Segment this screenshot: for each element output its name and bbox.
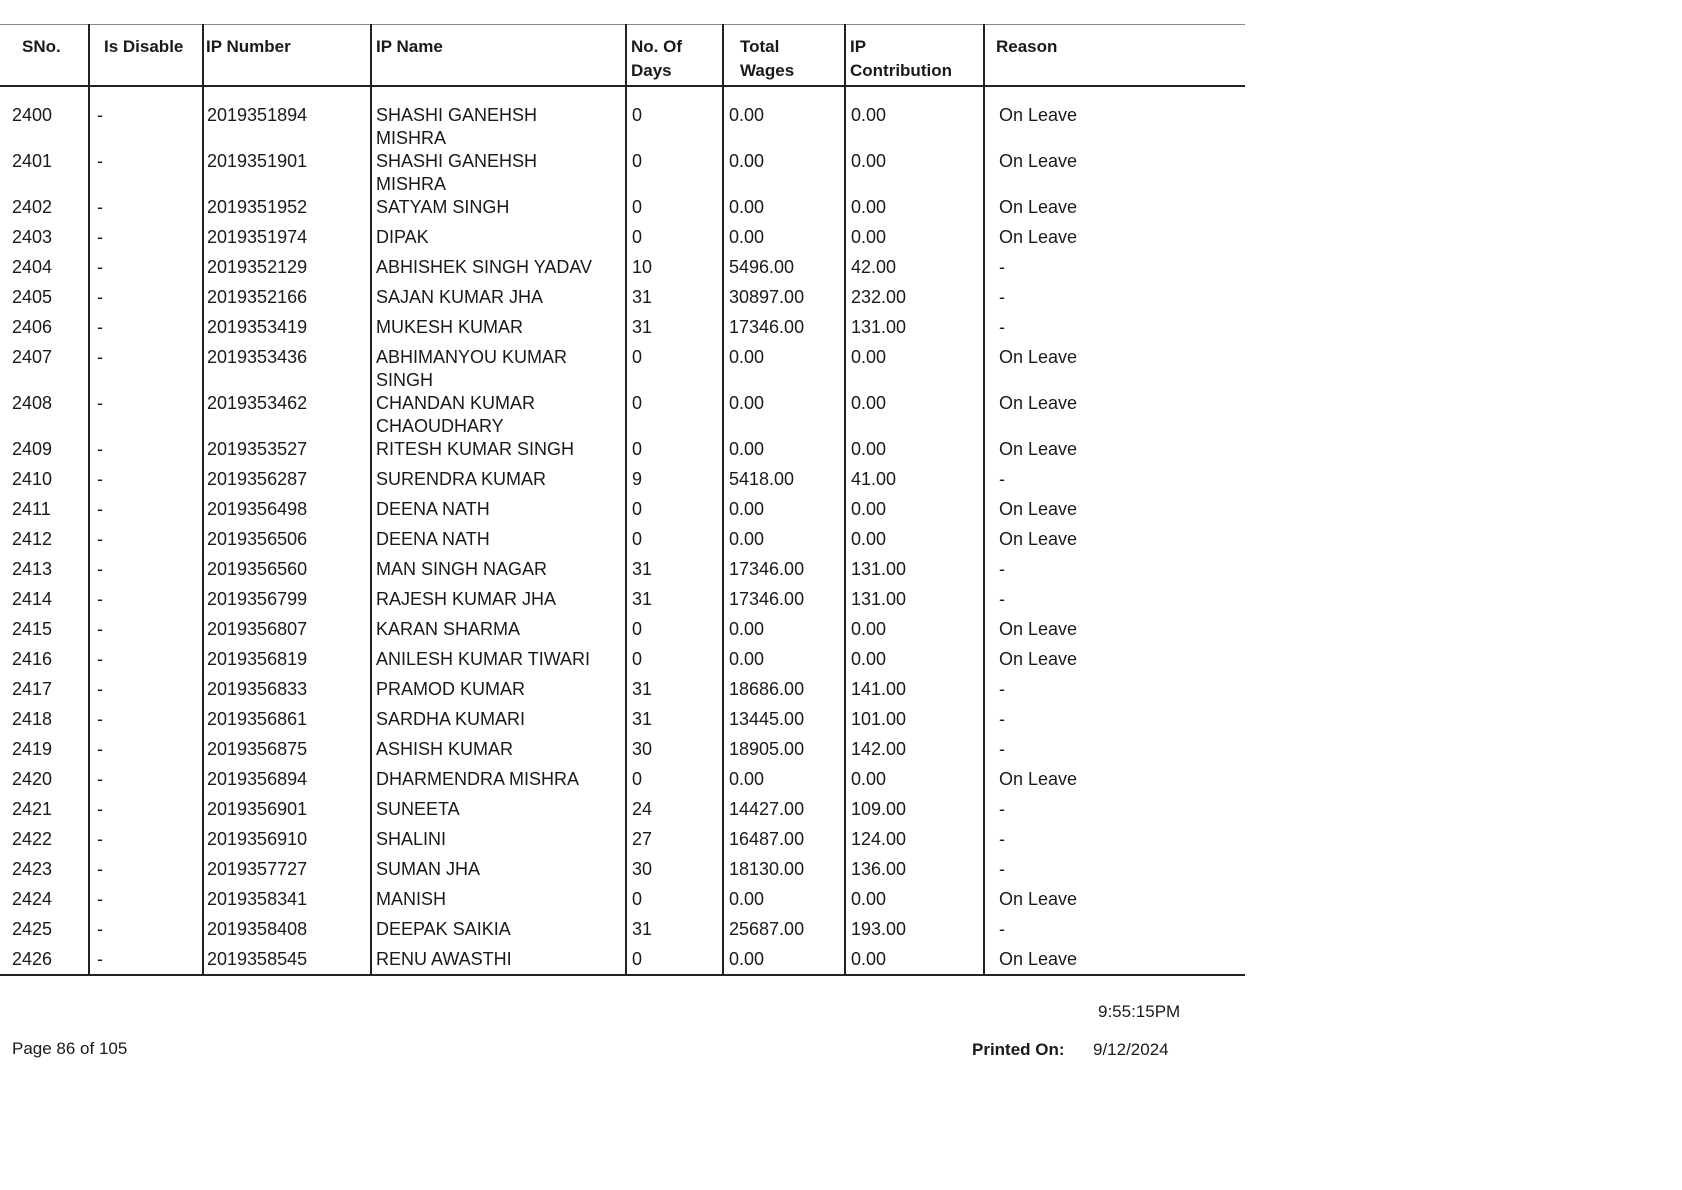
cell-ip-number: 2019356498 xyxy=(207,499,308,519)
cell-days: 0 xyxy=(632,151,643,171)
cell-is-disable: - xyxy=(97,709,103,729)
cell-sno: 2410 xyxy=(12,469,53,489)
cell-is-disable: - xyxy=(97,197,103,217)
header-reason: Reason xyxy=(996,37,1058,56)
cell-days: 31 xyxy=(632,317,653,337)
cell-ip-name: DEENA NATH xyxy=(376,499,490,519)
cell-ip-number: 2019353436 xyxy=(207,347,308,367)
cell-sno: 2421 xyxy=(12,799,53,819)
cell-days: 10 xyxy=(632,257,653,277)
cell-wages: 18130.00 xyxy=(729,859,805,879)
cell-ip-number: 2019351974 xyxy=(207,227,308,247)
cell-contribution: 0.00 xyxy=(851,151,887,171)
cell-wages: 30897.00 xyxy=(729,287,805,307)
cell-ip-number: 2019351901 xyxy=(207,151,308,171)
cell-ip-name: SHASHI GANEHSH MISHRA xyxy=(376,151,538,194)
cell-ip-name: SUMAN JHA xyxy=(376,859,481,879)
cell-reason: - xyxy=(999,829,1005,849)
cell-reason: - xyxy=(999,559,1005,579)
cell-ip-number: 2019351952 xyxy=(207,197,308,217)
cell-wages: 18686.00 xyxy=(729,679,805,699)
cell-wages: 0.00 xyxy=(729,227,765,247)
cell-contribution: 131.00 xyxy=(851,317,907,337)
printed-on-label: Printed On: xyxy=(972,1040,1065,1059)
cell-contribution: 0.00 xyxy=(851,105,887,125)
cell-reason: - xyxy=(999,257,1005,277)
cell-contribution: 141.00 xyxy=(851,679,907,699)
cell-ip-number: 2019358341 xyxy=(207,889,308,909)
cell-days: 0 xyxy=(632,889,643,909)
cell-wages: 0.00 xyxy=(729,949,765,969)
cell-is-disable: - xyxy=(97,317,103,337)
cell-sno: 2416 xyxy=(12,649,53,669)
cell-ip-number: 2019358408 xyxy=(207,919,308,939)
cell-ip-number: 2019356861 xyxy=(207,709,308,729)
cell-is-disable: - xyxy=(97,649,103,669)
cell-is-disable: - xyxy=(97,619,103,639)
cell-sno: 2418 xyxy=(12,709,53,729)
cell-is-disable: - xyxy=(97,799,103,819)
cell-contribution: 0.00 xyxy=(851,347,887,367)
cell-is-disable: - xyxy=(97,829,103,849)
cell-sno: 2402 xyxy=(12,197,53,217)
cell-ip-name: DEEPAK SAIKIA xyxy=(376,919,511,939)
cell-reason: - xyxy=(999,589,1005,609)
table-row xyxy=(0,708,1245,738)
cell-wages: 0.00 xyxy=(729,347,765,367)
table-row xyxy=(0,438,1245,468)
cell-days: 30 xyxy=(632,739,653,759)
cell-ip-name: KARAN SHARMA xyxy=(376,619,521,639)
cell-days: 0 xyxy=(632,619,643,639)
cell-wages: 17346.00 xyxy=(729,559,805,579)
header-no-of-days-line2: Days xyxy=(631,61,672,80)
cell-is-disable: - xyxy=(97,347,103,367)
cell-ip-number: 2019356910 xyxy=(207,829,308,849)
header-total-wages-line1: Total xyxy=(740,37,780,56)
cell-reason: On Leave xyxy=(999,499,1078,519)
table-row xyxy=(0,618,1245,648)
cell-is-disable: - xyxy=(97,499,103,519)
cell-ip-name: SATYAM SINGH xyxy=(376,197,510,217)
cell-wages: 0.00 xyxy=(729,439,765,459)
cell-contribution: 41.00 xyxy=(851,469,897,489)
cell-sno: 2425 xyxy=(12,919,53,939)
cell-sno: 2415 xyxy=(12,619,53,639)
cell-ip-number: 2019353527 xyxy=(207,439,308,459)
table-row xyxy=(0,918,1245,948)
cell-days: 31 xyxy=(632,589,653,609)
cell-ip-number: 2019353462 xyxy=(207,393,308,413)
cell-ip-name: MAN SINGH NAGAR xyxy=(376,559,548,579)
cell-is-disable: - xyxy=(97,257,103,277)
cell-days: 0 xyxy=(632,499,643,519)
cell-is-disable: - xyxy=(97,105,103,125)
cell-wages: 14427.00 xyxy=(729,799,805,819)
cell-wages: 18905.00 xyxy=(729,739,805,759)
cell-ip-name: DEENA NATH xyxy=(376,529,490,549)
cell-sno: 2401 xyxy=(12,151,53,171)
cell-is-disable: - xyxy=(97,227,103,247)
cell-days: 0 xyxy=(632,105,643,125)
cell-ip-number: 2019358545 xyxy=(207,949,308,969)
cell-sno: 2408 xyxy=(12,393,53,413)
cell-reason: On Leave xyxy=(999,619,1078,639)
table-row xyxy=(0,828,1245,858)
cell-ip-number: 2019356560 xyxy=(207,559,308,579)
cell-contribution: 142.00 xyxy=(851,739,907,759)
cell-sno: 2411 xyxy=(12,499,51,519)
table-row xyxy=(0,768,1245,798)
cell-sno: 2417 xyxy=(12,679,53,699)
cell-is-disable: - xyxy=(97,949,103,969)
table-row xyxy=(0,226,1245,256)
cell-sno: 2407 xyxy=(12,347,53,367)
cell-days: 24 xyxy=(632,799,653,819)
cell-sno: 2414 xyxy=(12,589,53,609)
cell-contribution: 124.00 xyxy=(851,829,907,849)
cell-contribution: 131.00 xyxy=(851,589,907,609)
cell-ip-number: 2019351894 xyxy=(207,105,308,125)
cell-ip-number: 2019356807 xyxy=(207,619,308,639)
cell-ip-number: 2019352166 xyxy=(207,287,308,307)
table-row xyxy=(0,678,1245,708)
cell-is-disable: - xyxy=(97,439,103,459)
cell-contribution: 131.00 xyxy=(851,559,907,579)
cell-days: 0 xyxy=(632,393,643,413)
cell-ip-name: SAJAN KUMAR JHA xyxy=(376,287,544,307)
header-total-wages xyxy=(740,35,794,83)
table-row xyxy=(0,558,1245,588)
cell-contribution: 0.00 xyxy=(851,197,887,217)
print-time: 9:55:15PM xyxy=(1098,1002,1181,1021)
cell-sno: 2424 xyxy=(12,889,53,909)
cell-wages: 5496.00 xyxy=(729,257,795,277)
cell-ip-number: 2019357727 xyxy=(207,859,308,879)
cell-ip-name: SHALINI xyxy=(376,829,447,849)
header-rule xyxy=(0,85,1245,87)
cell-ip-name: SHASHI GANEHSH MISHRA xyxy=(376,105,538,148)
cell-wages: 0.00 xyxy=(729,529,765,549)
table-row xyxy=(0,648,1245,678)
cell-wages: 0.00 xyxy=(729,889,765,909)
cell-days: 31 xyxy=(632,287,653,307)
cell-reason: - xyxy=(999,739,1005,759)
cell-wages: 0.00 xyxy=(729,105,765,125)
cell-wages: 13445.00 xyxy=(729,709,805,729)
cell-contribution: 0.00 xyxy=(851,619,887,639)
cell-sno: 2413 xyxy=(12,559,53,579)
cell-is-disable: - xyxy=(97,469,103,489)
cell-reason: On Leave xyxy=(999,949,1078,969)
cell-contribution: 232.00 xyxy=(851,287,907,307)
cell-reason: - xyxy=(999,859,1005,879)
cell-reason: On Leave xyxy=(999,197,1078,217)
table-row xyxy=(0,528,1245,558)
cell-ip-number: 2019352129 xyxy=(207,257,308,277)
table-row xyxy=(0,498,1245,528)
cell-is-disable: - xyxy=(97,287,103,307)
cell-is-disable: - xyxy=(97,739,103,759)
cell-ip-name: SARDHA KUMARI xyxy=(376,709,526,729)
cell-reason: - xyxy=(999,287,1005,307)
cell-ip-name: ASHISH KUMAR xyxy=(376,739,514,759)
cell-ip-name: PRAMOD KUMAR xyxy=(376,679,526,699)
cell-reason: On Leave xyxy=(999,227,1078,247)
table-row xyxy=(0,468,1245,498)
cell-contribution: 136.00 xyxy=(851,859,907,879)
cell-sno: 2423 xyxy=(12,859,53,879)
cell-sno: 2422 xyxy=(12,829,53,849)
cell-wages: 16487.00 xyxy=(729,829,805,849)
cell-reason: - xyxy=(999,469,1005,489)
header-ip-contribution-line2: Contribution xyxy=(850,61,952,80)
cell-wages: 5418.00 xyxy=(729,469,795,489)
cell-sno: 2426 xyxy=(12,949,53,969)
cell-ip-name: SURENDRA KUMAR xyxy=(376,469,547,489)
table-row xyxy=(0,346,1245,390)
header-sno: SNo. xyxy=(22,37,61,56)
cell-contribution: 101.00 xyxy=(851,709,907,729)
cell-ip-name: RITESH KUMAR SINGH xyxy=(376,439,575,459)
cell-reason: - xyxy=(999,679,1005,699)
cell-ip-name: ANILESH KUMAR TIWARI xyxy=(376,649,591,669)
cell-days: 0 xyxy=(632,197,643,217)
table-row xyxy=(0,738,1245,768)
cell-is-disable: - xyxy=(97,529,103,549)
table-row xyxy=(0,316,1245,346)
cell-is-disable: - xyxy=(97,769,103,789)
cell-ip-name: RENU AWASTHI xyxy=(376,949,512,969)
cell-is-disable: - xyxy=(97,151,103,171)
cell-is-disable: - xyxy=(97,679,103,699)
cell-days: 0 xyxy=(632,347,643,367)
cell-ip-name: SUNEETA xyxy=(376,799,460,819)
cell-ip-number: 2019356799 xyxy=(207,589,308,609)
cell-reason: On Leave xyxy=(999,393,1078,413)
cell-ip-name: MANISH xyxy=(376,889,447,909)
cell-wages: 0.00 xyxy=(729,499,765,519)
cell-is-disable: - xyxy=(97,859,103,879)
cell-reason: On Leave xyxy=(999,889,1078,909)
cell-wages: 0.00 xyxy=(729,393,765,413)
cell-contribution: 0.00 xyxy=(851,227,887,247)
table-row xyxy=(0,196,1245,226)
header-ip-name: IP Name xyxy=(376,37,443,56)
table-row xyxy=(0,104,1245,148)
printed-on-date: 9/12/2024 xyxy=(1093,1040,1169,1059)
cell-ip-number: 2019356506 xyxy=(207,529,308,549)
cell-is-disable: - xyxy=(97,889,103,909)
cell-wages: 0.00 xyxy=(729,619,765,639)
cell-ip-name: DHARMENDRA MISHRA xyxy=(376,769,580,789)
cell-contribution: 0.00 xyxy=(851,529,887,549)
cell-wages: 0.00 xyxy=(729,649,765,669)
cell-sno: 2409 xyxy=(12,439,53,459)
cell-reason: On Leave xyxy=(999,649,1078,669)
header-ip-number: IP Number xyxy=(206,37,291,56)
table-row xyxy=(0,858,1245,888)
cell-ip-number: 2019356287 xyxy=(207,469,308,489)
cell-contribution: 193.00 xyxy=(851,919,907,939)
table-row xyxy=(0,150,1245,194)
cell-contribution: 0.00 xyxy=(851,649,887,669)
cell-sno: 2403 xyxy=(12,227,53,247)
cell-reason: - xyxy=(999,799,1005,819)
cell-contribution: 0.00 xyxy=(851,769,887,789)
cell-sno: 2405 xyxy=(12,287,53,307)
cell-reason: - xyxy=(999,919,1005,939)
table-row xyxy=(0,888,1245,918)
cell-contribution: 42.00 xyxy=(851,257,897,277)
cell-reason: On Leave xyxy=(999,105,1078,125)
page-number: Page 86 of 105 xyxy=(12,1039,128,1058)
table-row xyxy=(0,286,1245,316)
cell-ip-number: 2019356894 xyxy=(207,769,308,789)
cell-reason: On Leave xyxy=(999,769,1078,789)
cell-sno: 2406 xyxy=(12,317,53,337)
top-rule xyxy=(0,24,1245,25)
cell-sno: 2419 xyxy=(12,739,53,759)
cell-reason: On Leave xyxy=(999,347,1078,367)
header-ip-contribution xyxy=(850,35,952,83)
cell-ip-number: 2019356901 xyxy=(207,799,308,819)
cell-wages: 0.00 xyxy=(729,769,765,789)
cell-ip-name: ABHIMANYOU KUMAR SINGH xyxy=(376,347,568,390)
table-row xyxy=(0,392,1245,436)
cell-contribution: 0.00 xyxy=(851,889,887,909)
header-is-disable: Is Disable xyxy=(104,37,184,56)
cell-days: 0 xyxy=(632,649,643,669)
cell-reason: On Leave xyxy=(999,439,1078,459)
cell-wages: 17346.00 xyxy=(729,317,805,337)
cell-contribution: 0.00 xyxy=(851,439,887,459)
cell-sno: 2420 xyxy=(12,769,53,789)
cell-is-disable: - xyxy=(97,393,103,413)
cell-sno: 2400 xyxy=(12,105,53,125)
cell-is-disable: - xyxy=(97,589,103,609)
cell-ip-number: 2019356833 xyxy=(207,679,308,699)
cell-reason: - xyxy=(999,709,1005,729)
table-row xyxy=(0,948,1245,978)
cell-ip-number: 2019356819 xyxy=(207,649,308,669)
cell-ip-name: MUKESH KUMAR xyxy=(376,317,524,337)
cell-days: 30 xyxy=(632,859,653,879)
cell-sno: 2404 xyxy=(12,257,53,277)
cell-days: 0 xyxy=(632,949,643,969)
cell-reason: On Leave xyxy=(999,529,1078,549)
cell-wages: 25687.00 xyxy=(729,919,805,939)
cell-days: 27 xyxy=(632,829,653,849)
cell-is-disable: - xyxy=(97,559,103,579)
header-total-wages-line2: Wages xyxy=(740,61,795,80)
cell-days: 31 xyxy=(632,919,653,939)
cell-ip-number: 2019356875 xyxy=(207,739,308,759)
cell-days: 9 xyxy=(632,469,643,489)
cell-days: 0 xyxy=(632,439,643,459)
cell-ip-name: ABHISHEK SINGH YADAV xyxy=(376,257,593,277)
cell-reason: - xyxy=(999,317,1005,337)
cell-wages: 0.00 xyxy=(729,197,765,217)
cell-ip-name: CHANDAN KUMAR CHAOUDHARY xyxy=(376,393,536,436)
header-no-of-days-line1: No. Of xyxy=(631,37,682,56)
cell-days: 0 xyxy=(632,769,643,789)
table-row xyxy=(0,798,1245,828)
cell-contribution: 109.00 xyxy=(851,799,907,819)
header-no-of-days xyxy=(631,35,682,83)
cell-days: 31 xyxy=(632,559,653,579)
cell-ip-name: RAJESH KUMAR JHA xyxy=(376,589,557,609)
cell-days: 0 xyxy=(632,529,643,549)
cell-days: 31 xyxy=(632,679,653,699)
cell-wages: 17346.00 xyxy=(729,589,805,609)
cell-sno: 2412 xyxy=(12,529,53,549)
cell-ip-name: DIPAK xyxy=(376,227,429,247)
cell-days: 31 xyxy=(632,709,653,729)
cell-is-disable: - xyxy=(97,919,103,939)
cell-contribution: 0.00 xyxy=(851,499,887,519)
cell-contribution: 0.00 xyxy=(851,949,887,969)
table-row xyxy=(0,256,1245,286)
cell-ip-number: 2019353419 xyxy=(207,317,308,337)
header-ip-contribution-line1: IP xyxy=(850,37,867,56)
cell-contribution: 0.00 xyxy=(851,393,887,413)
cell-wages: 0.00 xyxy=(729,151,765,171)
cell-days: 0 xyxy=(632,227,643,247)
cell-reason: On Leave xyxy=(999,151,1078,171)
table-row xyxy=(0,588,1245,618)
